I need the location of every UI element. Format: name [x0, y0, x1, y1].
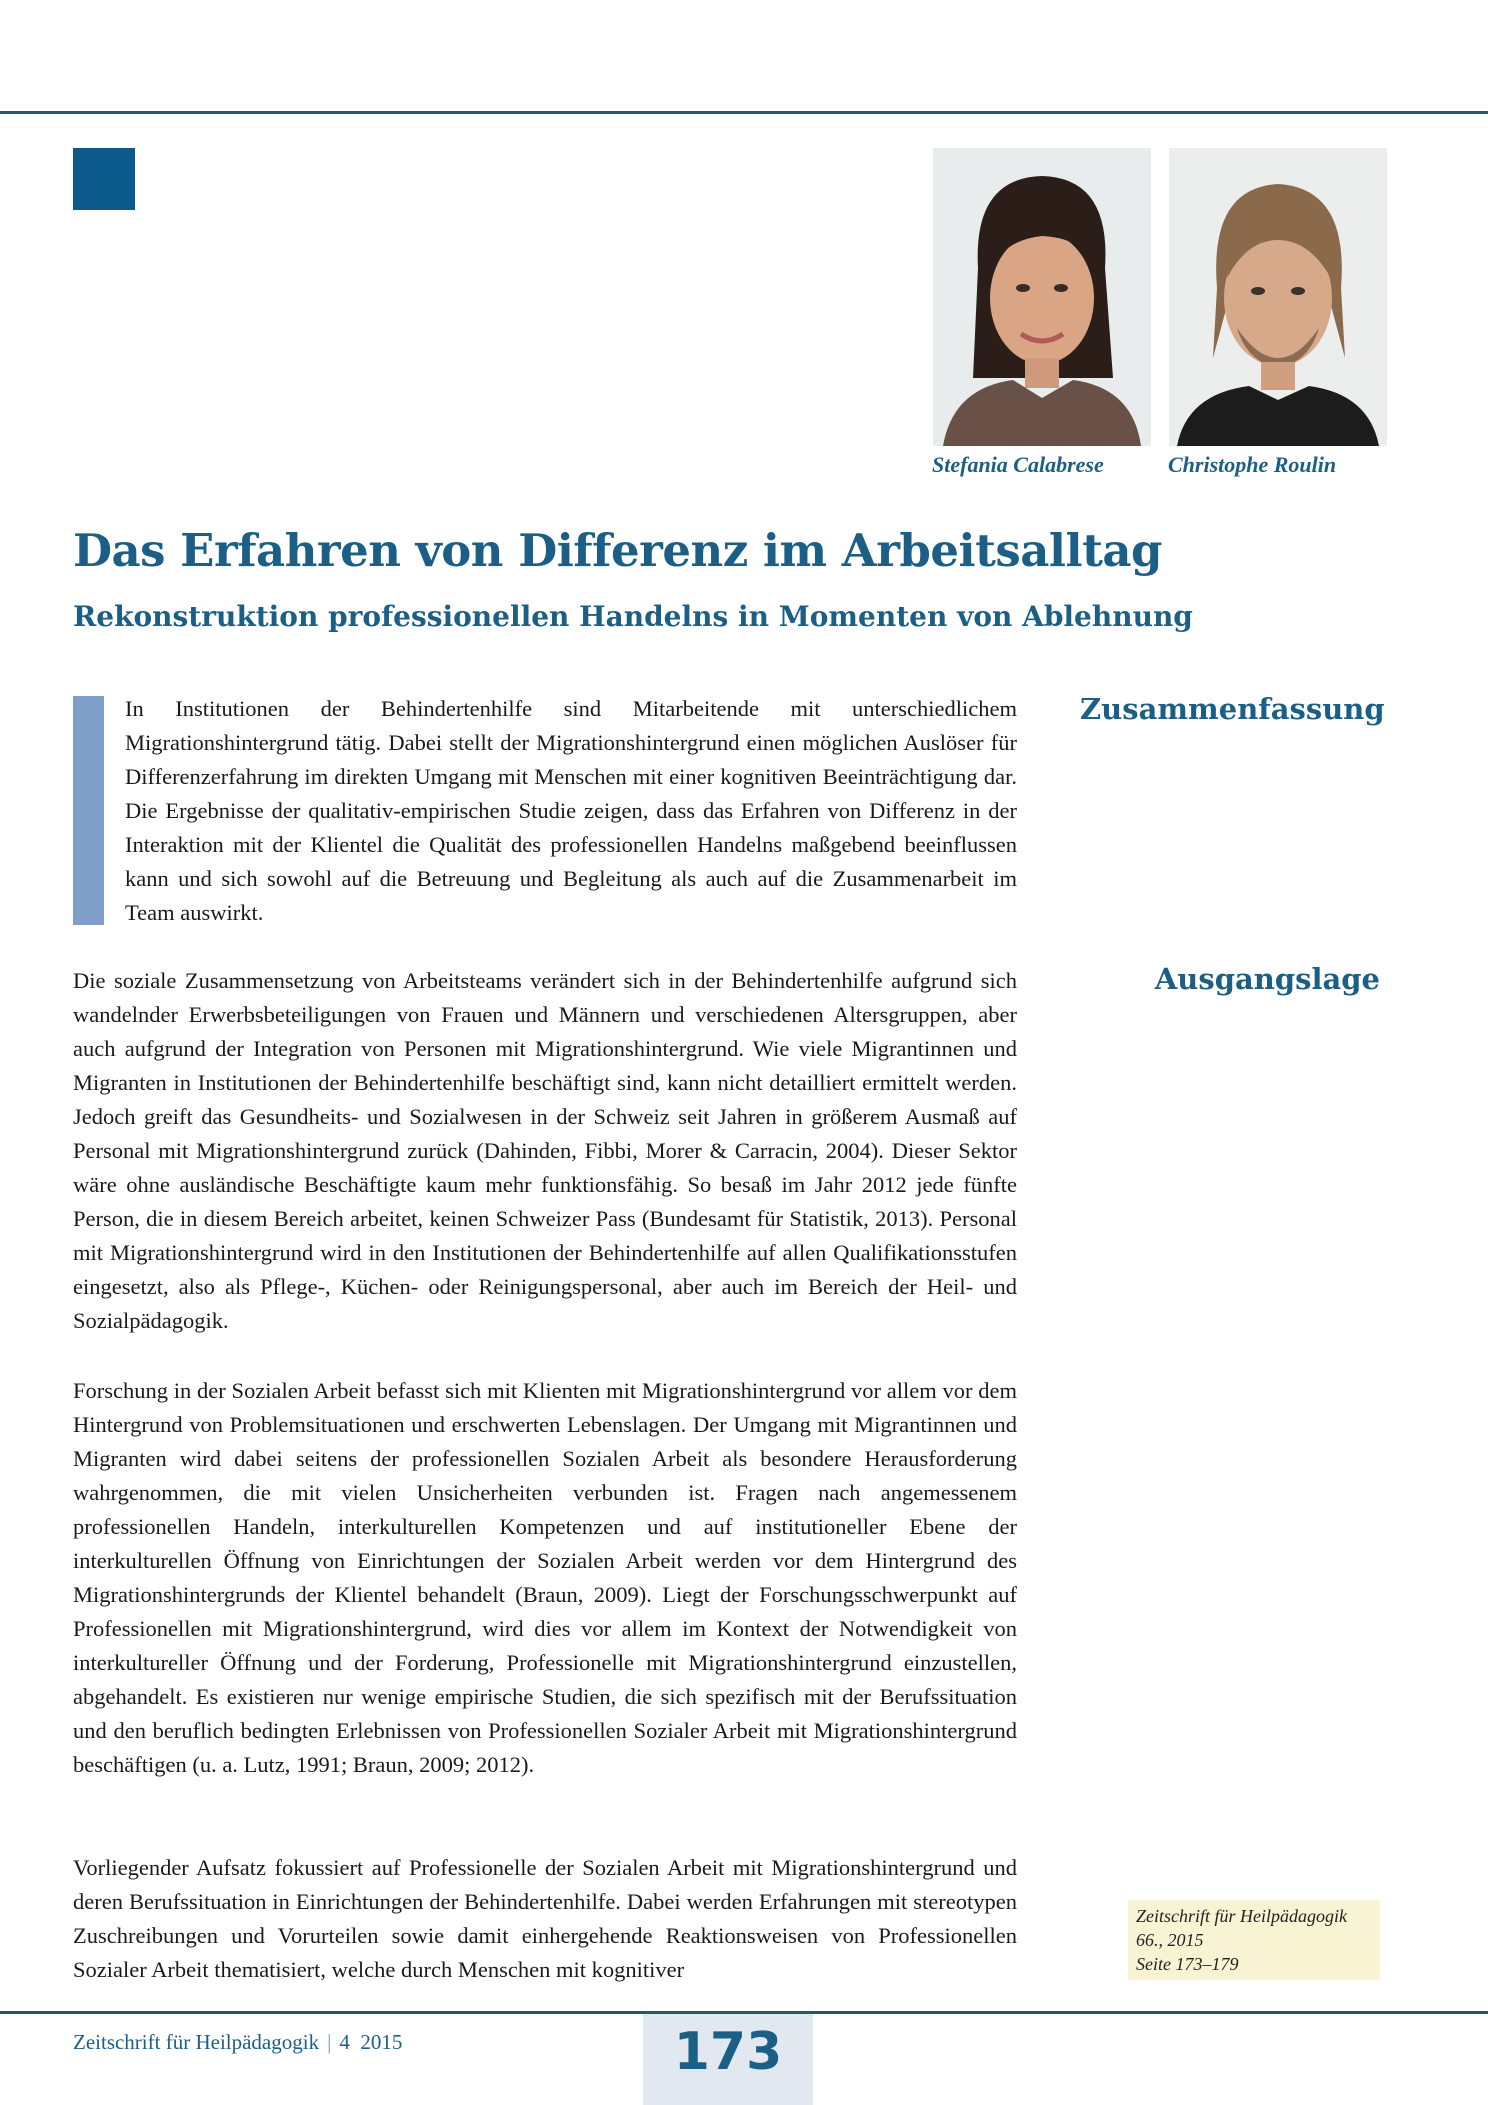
footer-journal-name: Zeitschrift für Heilpädagogik [73, 2030, 320, 2054]
body-paragraph-1: Die soziale Zusammensetzung von Arbeitsteams verändert sich in der Behindertenhilfe aufgrund sich wandelnder Erwerbsbeteiligungen von Frauen und Männern und verschiedenen Altersgruppen, aber auch aufgrund der Integration von Personen mit Migrationshintergrund. Wie viele Migrantinnen und Migranten in Institutionen der Behindertenhilfe beschäftigt sind, kann nicht detailliert ermittelt werden. Jedoch greift das Gesundheits- und Sozialwesen in der Schweiz seit Jahren in größerem Ausmaß auf Personal mit Migrationshintergrund zurück (Dahinden, Fibbi, Morer & Carracin, 2004). Dieser Sektor wäre ohne ausländische Beschäftigte kaum mehr funktionsfähig. So besaß im Jahr 2012 jede fünfte Person, die in diesem Bereich arbeitet, keinen Schweizer Pass (Bundesamt für Statistik, 2013). Personal mit Migrationshintergrund wird in den Institutionen der Behindertenhilfe auf allen Qualifikationsstufen eingesetzt, also als Pflege-, Küchen- oder Reinigungspersonal, aber auch im Bereich der Heil- und Sozialpädagogik. [73, 968, 1017, 1333]
footer-journal-info [73, 2030, 402, 2055]
body-paragraph-3: Vorliegender Aufsatz fokussiert auf Professionelle der Sozialen Arbeit mit Migrationshintergrund und deren Berufssituation in Einrichtungen der Behindertenhilfe. Dabei werden Erfahrungen mit stereotypen Zuschreibungen und Vorurteilen sowie damit einhergehende Reaktionsweisen von Professionellen Sozialer Arbeit thematisiert, welche durch Menschen mit kognitiver [73, 1855, 1017, 1982]
abstract-text: In Institutionen der Behindertenhilfe sind Mitarbeitende mit unterschiedlichem Migrationshintergrund tätig. Dabei stellt der Migrationshintergrund einen möglichen Auslöser für Differenzerfahrung im direkten Umgang mit Menschen mit einer kognitiven Beeinträchtigung dar. Die Ergebnisse der qualitativ-empirischen Studie zeigen, dass das Erfahren von Differenz in der Interaktion mit der Klientel die Qualität des professionellen Handelns maßgebend beeinflussen kann und sich sowohl auf die Betreuung und Begleitung als auch auf die Zusammenarbeit im Team auswirkt. [125, 696, 1017, 925]
journal-citation-name: Zeitschrift für Heilpädagogik [1136, 1906, 1347, 1926]
journal-citation-pages: Seite 173–179 [1136, 1954, 1239, 1974]
abstract-bar-decoration [73, 696, 104, 925]
footer-year: 2015 [360, 2030, 403, 2054]
author-photo-1 [933, 148, 1151, 446]
body-paragraph-2: Forschung in der Sozialen Arbeit befasst sich mit Klienten mit Migrationshintergrund vor allem vor dem Hintergrund von Problemsituationen und erschwerten Lebenslagen. Der Umgang mit Migrantinnen und Migranten wird dabei seitens der professionellen Sozialen Arbeit als besondere Herausforderung wahrgenommen, die mit vielen Unsicherheiten verbunden ist. Fragen nach angemessenem professionellen Handeln, interkulturellen Kompetenzen und auf institutioneller Ebene der interkulturellen Öffnung von Einrichtungen der Sozialen Arbeit werden vor dem Hintergrund des Migrationshintergrunds der Klientel behandelt (Braun, 2009). Liegt der Forschungsschwerpunkt auf Professionellen mit Migrationshintergrund, wird dies vor allem im Kontext der Notwendigkeit von interkultureller Öffnung und der Forderung, Professionelle mit Migrationshintergrund einzustellen, abgehandelt. Es existieren nur wenige empirische Studien, die sich spezifisch mit der Berufssituation und den beruflich bedingten Erlebnissen von Professionellen Sozialer Arbeit mit Migrationshintergrund beschäftigen (u. a. Lutz, 1991; Braun, 2009; 2012). [73, 1378, 1017, 1777]
article-subtitle: Rekonstruktion professionellen Handelns in Momenten von Ablehnung [73, 600, 1193, 633]
abstract-heading: Zusammenfassung [1080, 692, 1385, 726]
author-name-2: Christophe Roulin [1168, 452, 1337, 477]
article-title: Das Erfahren von Differenz im Arbeitsalltag [73, 524, 1162, 577]
footer-separator: | [327, 2030, 332, 2054]
corner-square-decoration [73, 148, 135, 210]
author-photo-2 [1169, 148, 1387, 446]
section-heading-ausgangslage: Ausgangslage [1154, 962, 1380, 996]
footer-issue: 4 [339, 2030, 350, 2054]
author-name-1: Stefania Calabrese [932, 452, 1104, 477]
journal-citation-volume: 66., 2015 [1136, 1930, 1204, 1950]
top-rule [0, 111, 1488, 114]
page-number: 173 [673, 2022, 783, 2082]
journal-citation-box [1128, 1900, 1380, 1980]
